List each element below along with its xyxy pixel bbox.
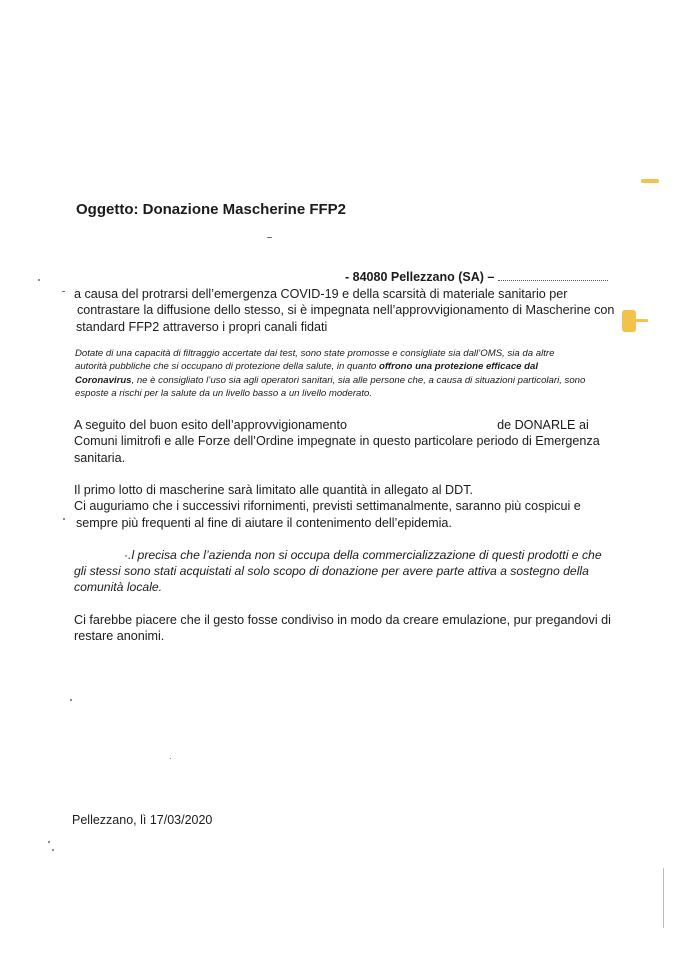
highlighter-mark [636,319,648,322]
scan-speck [170,758,171,759]
paragraph-intro [74,286,614,335]
date-line: Pellezzano, lì 17/03/2020 [72,813,213,827]
subject-line: Oggetto: Donazione Mascherine FFP2 [76,201,347,218]
redacted-text [498,274,608,281]
address-text: - 84080 Pellezzano (SA) – [345,270,495,284]
paragraph-line: Ci farebbe piacere che il gesto fosse condiviso in modo da creare emulazione, pur pregandovi di [74,613,611,627]
scan-speck [38,279,40,281]
paragraph-line: Comuni limitrofi e alle Forze dell’Ordine impegnate in questo particolare periodo di Emergenza [74,434,600,449]
scan-speck [63,518,65,520]
paragraph-batch [74,482,581,531]
paragraph-line: standard FFP2 attraverso i propri canali fidati [76,319,328,334]
emphasis-text: offrono una protezione efficace dal [379,361,539,373]
text-span: de DONARLE ai [497,418,589,432]
paragraph-line: esposte a rischi per la salute da un livello basso a un livello moderato. [75,388,373,400]
scan-speck [52,849,54,851]
scan-speck [267,237,272,238]
paragraph-line: Il primo lotto di mascherine sarà limitato alle quantità in allegato al DDT. [74,483,473,497]
text-span: A seguito del buon esito dell’approvvigionamento [74,418,348,432]
paragraph-line: comunità locale. [74,580,163,594]
highlighter-mark [641,179,659,183]
paragraph-line: contrastare la diffusione dello stesso, si è impegnata nell’approvvigionamento di Mascherine con [77,303,615,318]
paragraph-disclaimer [74,547,602,595]
text-span: , ne è consigliato l’uso sia agli operatori sanitari, sia alle persone che, a causa di situazioni particolari, sono [131,374,586,386]
paragraph-line: sanitaria. [74,450,126,465]
paragraph-ffp2-info [75,347,585,401]
paragraph-donation [74,417,600,466]
paragraph-line: restare anonimi. [74,629,165,644]
emphasis-text: Coronavirus [75,374,132,386]
text-span: autorità pubbliche che si occupano di protezione della salute, in quanto [75,361,380,373]
paragraph-line: sempre più frequenti al fine di aiutare il contenimento dell’epidemia. [76,515,452,530]
address-line [345,270,608,284]
paragraph-line [75,360,585,373]
paragraph-line: ·.l precisa che l’azienda non si occupa della commercializzazione di questi prodotti e che [124,548,602,562]
paragraph-line: Ci auguriamo che i successivi rifornimenti, previsti settimanalmente, saranno più cospicui e [74,499,581,514]
paragraph-line: a causa del protrarsi dell’emergenza COVID-19 e della scarsità di materiale sanitario per [74,287,568,301]
paragraph-line [75,374,585,387]
highlighter-mark [622,310,636,332]
paragraph-line: gli stessi sono stati acquistati al solo scopo di donazione per avere parte attiva a sostegno della [74,564,589,578]
scan-edge [663,868,664,928]
paragraph-line: Dotate di una capacità di filtraggio accertate dai test, sono state promosse e consigliate sia dall’OMS, sia da altre [75,348,555,359]
paragraph-closing [74,612,611,645]
paragraph-line [74,417,600,433]
scan-speck [70,699,72,701]
scan-speck [48,841,50,843]
scan-speck [62,291,65,292]
